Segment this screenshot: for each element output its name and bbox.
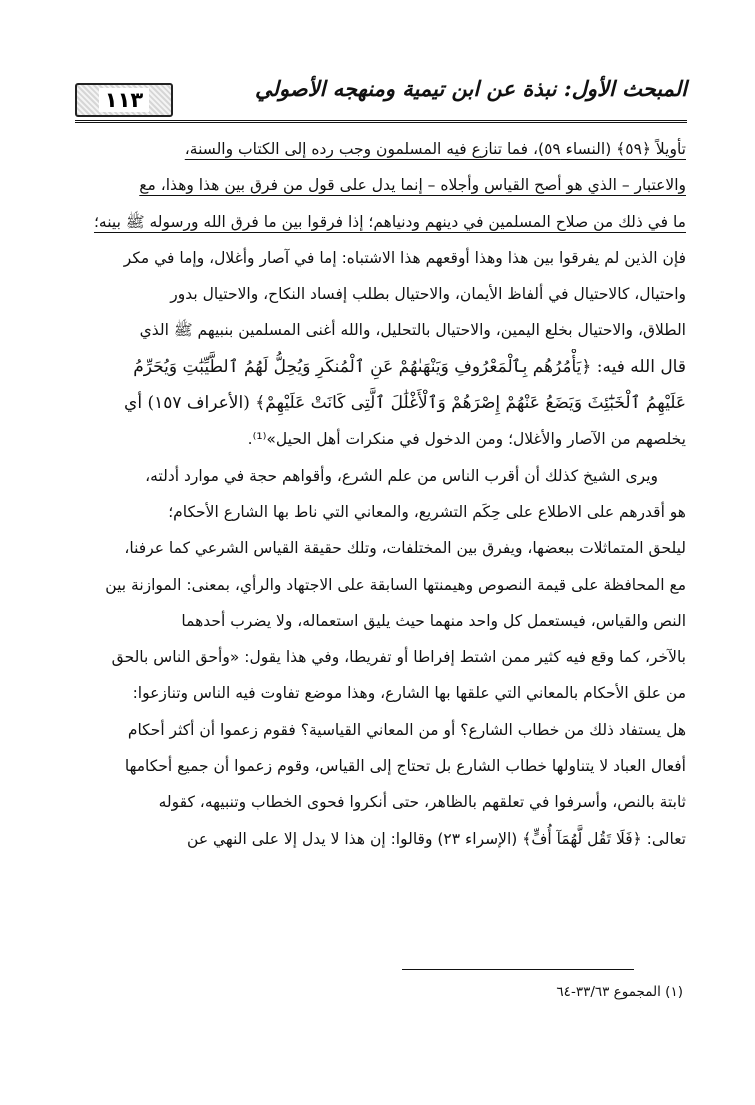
footnote: (١) المجموع ٣٣/٦٣-٦٤: [556, 984, 683, 1000]
text-line: [78, 603, 686, 639]
text-line-content: فإن الذين لم يفرقوا بين هذا وهذا أوقعهم هذا الاشتباه: إما في آصار وأغلال، وإما في مكر: [123, 248, 686, 267]
text-line: [78, 675, 686, 711]
header-rule: [75, 120, 687, 123]
text-line-content: هو أقدرهم على الاطلاع على حِكَم التشريع، والمعاني التي ناط بها الشارع الأحكام؛: [168, 502, 686, 521]
text-line: [78, 821, 686, 857]
page-number-box: [75, 83, 173, 117]
running-title: المبحث الأول: نبذة عن ابن تيمية ومنهجه الأصولي: [255, 76, 687, 101]
text-line-content: واحتيال، كالاحتيال في ألفاظ الأيمان، والاحتيال بطلب إفساد النكاح، والاحتيال بدور: [170, 285, 686, 304]
text-line-content: من علق الأحكام بالمعاني التي علقها بها الشارع، وهذا موضع تفاوت فيه الناس وتنازعوا:: [132, 684, 686, 703]
text-line: [78, 639, 686, 675]
text-line-content: أفعال العباد لا يتناولها خطاب الشارع بل تحتاج إلى القياس، وقوم زعموا أن جميع أحكامها: [124, 757, 686, 776]
text-line: [78, 204, 686, 240]
text-line: [78, 494, 686, 530]
text-line-content: النص والقياس، فيستعمل كل واحد منهما حيث يليق استعماله، ولا يضرب أحدهما: [181, 611, 686, 630]
footnote-separator: [402, 969, 634, 970]
text-line-content: ما في ذلك من صلاح المسلمين في دينهم ودنياهم؛ إذا فرقوا بين ما فرق الله ورسوله ﷺ بينه؛: [93, 212, 686, 231]
text-line: [78, 385, 686, 421]
body-text: [78, 131, 686, 857]
text-line-content: تعالى: ﴿فَلَا تَقُل لَّهُمَآ أُفٍّ﴾ (الإسراء ٢٣) وقالوا: إن هذا لا يدل إلا على النهي عن: [187, 829, 686, 848]
text-line: [78, 349, 686, 385]
text-line-content: تأويلاً ﴿٥٩﴾ (النساء ٥٩)، فما تنازع فيه المسلمون وجب رده إلى الكتاب والسنة،: [184, 140, 686, 158]
text-line-content: ثابتة بالنص، وأسرفوا في تعلقهم بالظاهر، حتى أنكروا فحوى الخطاب وتنبيهه، كقوله: [158, 793, 686, 812]
text-line: [78, 421, 686, 457]
text-line: [78, 131, 686, 167]
text-line: [78, 567, 686, 603]
text-line-content: مع المحافظة على قيمة النصوص وهيمنتها السابقة على الاجتهاد والرأي، بمعنى: الموازنة بين: [105, 575, 686, 594]
text-line: [78, 712, 686, 748]
page-header: [75, 74, 687, 124]
text-line: [78, 167, 686, 203]
text-line-content: بالآخر، كما وقع فيه كثير ممن اشتط إفراطا أو تفريطا، وفي هذا يقول: «وأحق الناس بالحق: [111, 648, 686, 667]
text-line-content: قال الله فيه: ﴿يَأْمُرُهُم بِٱلْمَعْرُوفِ وَيَنْهَىٰهُمْ عَنِ ٱلْمُنكَرِ وَيُحِلُّ لَهُمُ ٱلطَّيِّبَٰتِ وَيُحَرِّمُ: [133, 356, 686, 377]
text-line-content: والاعتبار – الذي هو أصح القياس وأجلاه – إنما يدل على قول من فرق بين هذا وهذا، مع: [139, 176, 686, 195]
text-line: [78, 530, 686, 566]
text-line: [78, 312, 686, 348]
text-line: [78, 458, 686, 494]
text-line-content: يخلصهم من الآصار والأغلال؛ ومن الدخول في منكرات أهل الحيل»⁽¹⁾.: [247, 430, 686, 449]
text-line-content: هل يستفاد ذلك من خطاب الشارع؟ أو من المعاني القياسية؟ فقوم زعموا أن أكثر أحكام: [127, 720, 686, 739]
page-number: ١١٣: [99, 88, 149, 112]
text-line: [78, 276, 686, 312]
text-line-content: الطلاق، والاحتيال بخلع اليمين، والاحتيال بالتحليل، والله أغنى المسلمين بنبيهم ﷺ الذي: [139, 321, 686, 340]
text-line-content: ويرى الشيخ كذلك أن أقرب الناس من علم الشرع، وأقواهم حجة في موارد أدلته،: [145, 466, 658, 485]
text-line-content: ليلحق المتماثلات ببعضها، ويفرق بين المختلفات، وتلك حقيقة القياس الشرعي كما عرفنا،: [124, 539, 686, 558]
text-line-content: عَلَيْهِمُ ٱلْخَبَٰٓئِثَ وَيَضَعُ عَنْهُمْ إِصْرَهُمْ وَٱلْأَغْلَٰلَ ٱلَّتِى كَانَتْ عَلَيْهِمْ﴾ (الأعراف ١٥٧) أي: [124, 393, 686, 414]
text-line: [78, 748, 686, 784]
text-line: [78, 240, 686, 276]
text-line: [78, 784, 686, 820]
